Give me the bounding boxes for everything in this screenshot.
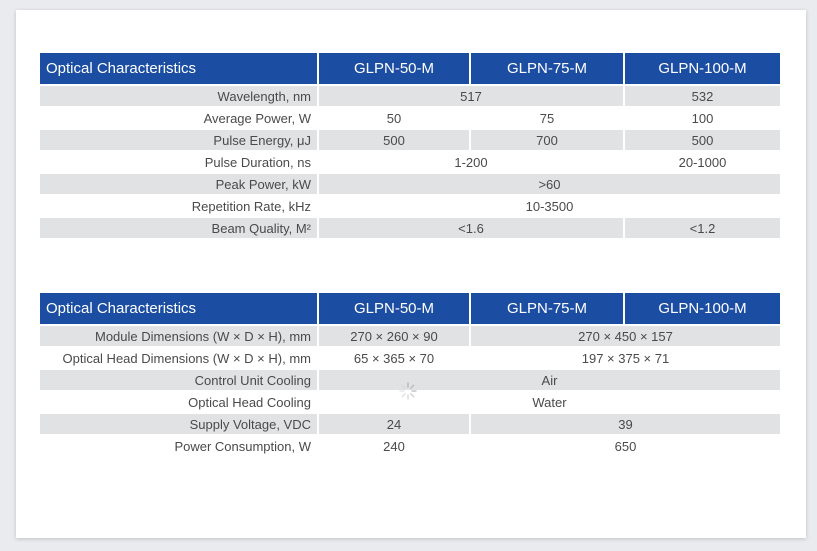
row-power-consumption [40, 434, 780, 456]
row-label: Supply Voltage, VDC [40, 412, 319, 434]
row-label: Power Consumption, W [40, 434, 319, 456]
header-glpn-100-m: GLPN-100-M [625, 293, 780, 324]
cell-value: 1-200 [319, 150, 625, 172]
row-label: Optical Head Cooling [40, 390, 319, 412]
header-glpn-75-m: GLPN-75-M [471, 293, 625, 324]
row-peak-power [40, 172, 780, 194]
table-header-row [40, 293, 780, 324]
cell-value: 65 × 365 × 70 [319, 346, 471, 368]
header-glpn-50-m: GLPN-50-M [319, 293, 471, 324]
cell-value: 270 × 260 × 90 [319, 324, 471, 346]
cell-value: 24 [319, 412, 471, 434]
loading-spinner-icon [398, 381, 418, 401]
row-label: Peak Power, kW [40, 172, 319, 194]
cell-value: 500 [319, 128, 471, 150]
cell-value: 50 [319, 106, 471, 128]
header-glpn-75-m: GLPN-75-M [471, 53, 625, 84]
cell-value: 10-3500 [319, 194, 780, 216]
cell-value: 100 [625, 106, 780, 128]
cell-value: 75 [471, 106, 625, 128]
header-glpn-50-m: GLPN-50-M [319, 53, 471, 84]
row-supply-voltage [40, 412, 780, 434]
cell-value: 197 × 375 × 71 [471, 346, 780, 368]
row-beam-quality [40, 216, 780, 238]
row-label: Pulse Energy, μJ [40, 128, 319, 150]
cell-value: 240 [319, 434, 471, 456]
cell-value: <1.6 [319, 216, 625, 238]
header-glpn-100-m: GLPN-100-M [625, 53, 780, 84]
cell-value: Air [319, 368, 780, 390]
cell-value: <1.2 [625, 216, 780, 238]
row-label: Average Power, W [40, 106, 319, 128]
cell-value: >60 [319, 172, 780, 194]
physical-characteristics-table [40, 293, 780, 456]
cell-value: 39 [471, 412, 780, 434]
row-label: Repetition Rate, kHz [40, 194, 319, 216]
row-average-power [40, 106, 780, 128]
row-pulse-duration [40, 150, 780, 172]
header-characteristics: Optical Characteristics [40, 293, 319, 324]
cell-value: 700 [471, 128, 625, 150]
row-label: Wavelength, nm [40, 84, 319, 106]
row-label: Pulse Duration, ns [40, 150, 319, 172]
cell-value: 517 [319, 84, 625, 106]
cell-value: 650 [471, 434, 780, 456]
cell-value: 532 [625, 84, 780, 106]
cell-value: 20-1000 [625, 150, 780, 172]
cell-value: 500 [625, 128, 780, 150]
table-header-row [40, 53, 780, 84]
row-label: Optical Head Dimensions (W × D × H), mm [40, 346, 319, 368]
row-wavelength [40, 84, 780, 106]
row-label: Module Dimensions (W × D × H), mm [40, 324, 319, 346]
header-characteristics: Optical Characteristics [40, 53, 319, 84]
row-label: Beam Quality, M² [40, 216, 319, 238]
row-pulse-energy [40, 128, 780, 150]
row-optical-head-dimensions [40, 346, 780, 368]
row-label: Control Unit Cooling [40, 368, 319, 390]
cell-value: Water [319, 390, 780, 412]
row-repetition-rate [40, 194, 780, 216]
row-module-dimensions [40, 324, 780, 346]
optical-characteristics-table [40, 53, 780, 238]
cell-value: 270 × 450 × 157 [471, 324, 780, 346]
